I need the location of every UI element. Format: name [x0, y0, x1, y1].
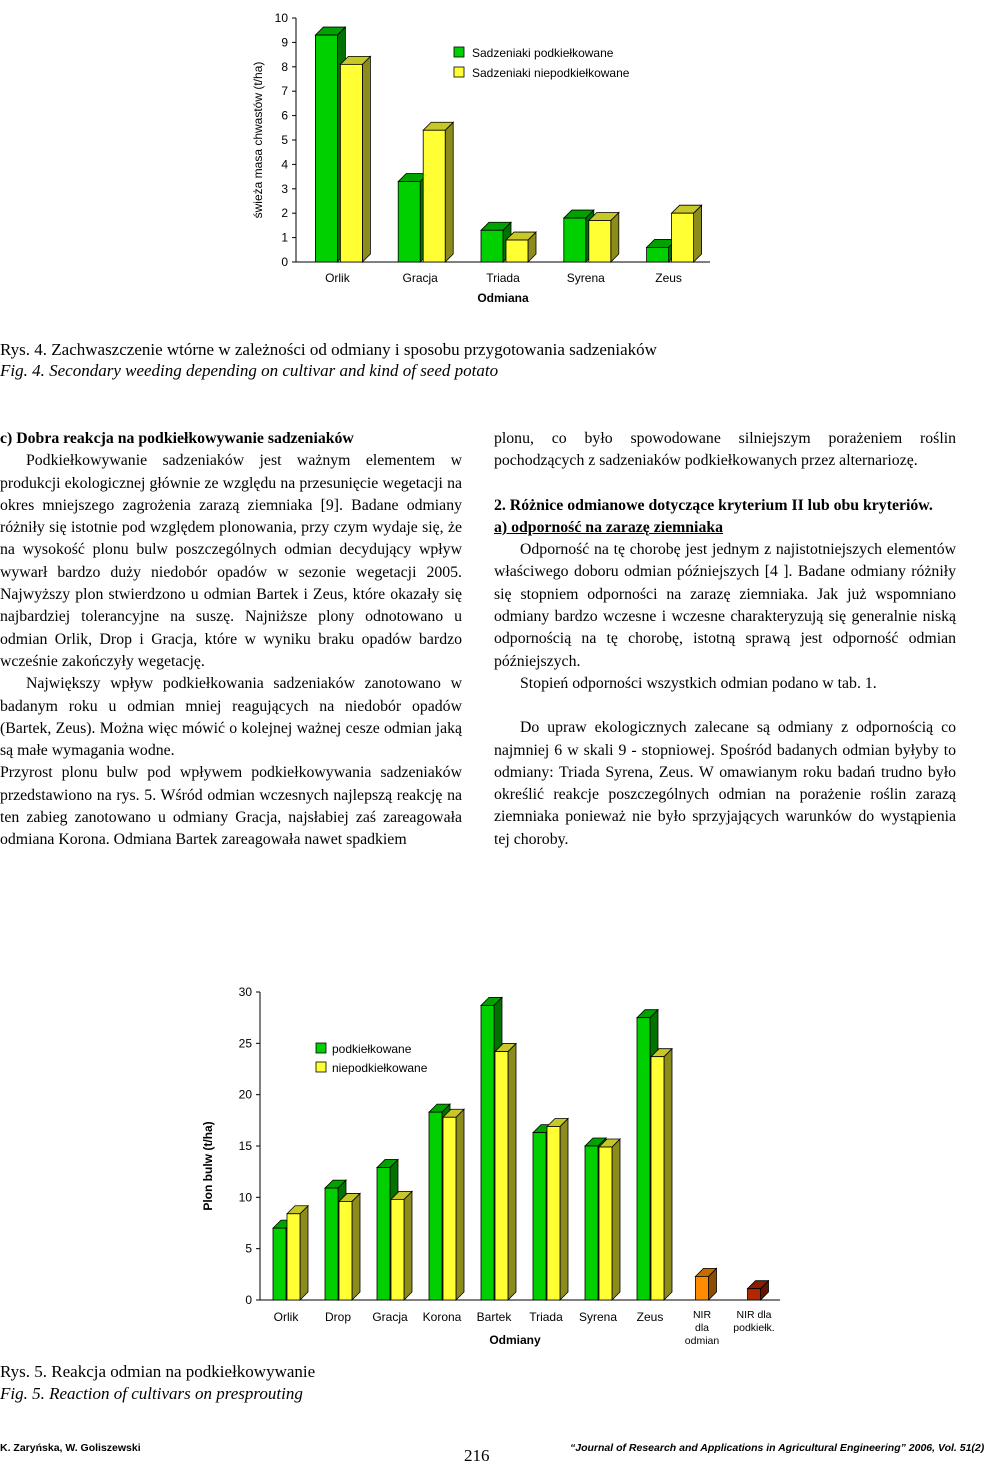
- bar: [672, 205, 702, 262]
- y-tick-label: 3: [281, 181, 288, 196]
- x-category-label: Drop: [324, 1310, 352, 1324]
- bar: [589, 213, 619, 262]
- legend-swatch: [316, 1043, 326, 1053]
- tuber-yield-bar-chart: [190, 980, 790, 1360]
- y-tick-label: 6: [281, 108, 288, 123]
- x-axis-title: Odmiana: [477, 291, 529, 305]
- lsd-bar: [696, 1268, 717, 1300]
- y-tick-label: 8: [281, 59, 288, 74]
- y-tick-label: 25: [238, 1036, 252, 1051]
- page-number: 216: [464, 1446, 490, 1465]
- legend-label: Sadzeniaki podkiełkowane: [472, 46, 614, 60]
- left-paragraph-2: Największy wpływ podkiełkowania sadzeniaków zanotowano w badanym roku u odmian mniej reagujących na niedobór opadów (Bartek, Zeus). Można więc mówić o kolejnej ważnej cesze odmian jaką są małe wymagania wodne.: [0, 675, 462, 760]
- y-tick-label: 30: [238, 985, 252, 999]
- bar: [443, 1109, 464, 1300]
- x-category-label: Orlik: [325, 271, 350, 285]
- x-category-label: Zeus: [655, 271, 682, 285]
- x-category-label: odmian: [684, 1335, 720, 1347]
- y-tick-label: 0: [245, 1293, 252, 1307]
- y-tick-label: 9: [281, 35, 288, 50]
- legend-label: Sadzeniaki niepodkiełkowane: [472, 66, 630, 80]
- x-category-label: Zeus: [636, 1310, 664, 1324]
- legend-swatch: [454, 67, 464, 77]
- y-tick-label: 15: [238, 1139, 252, 1153]
- x-category-label: NIR: [692, 1309, 712, 1321]
- bar: [599, 1139, 620, 1300]
- bar: [391, 1191, 412, 1300]
- x-category-label: Triada: [486, 271, 520, 285]
- right-text-column: [494, 428, 956, 851]
- x-category-label: Gracja: [402, 271, 438, 285]
- footer-authors: K. Zaryńska, W. Goliszewski: [0, 1442, 141, 1454]
- x-category-label: NIR dla: [736, 1309, 772, 1321]
- left-text-column: [0, 428, 462, 852]
- legend-swatch: [316, 1062, 326, 1072]
- x-category-label: dla: [694, 1322, 710, 1334]
- right-paragraph-3: Stopień odporności wszystkich odmian podano w tab. 1.: [520, 674, 877, 692]
- left-paragraph-1: Podkiełkowywanie sadzeniaków jest ważnym elementem w produkcji ekologicznej głównie ze względu na przesunięcie wegetacji na okres mniejszego zagrożenia zarazą ziemniaka [9]. Badane odmiany różniły się istotnie pod względem plonowania, przy czym wydaje się, że na wysokość plonu bulw poszczególnych odmian decydujący wpływ wywarł bardzo duży niedobór opadów w sezonie wegetacji 2005. Najwyższy plon stwierdzono u odmian Bartek i Zeus, które okazały się najbardziej tolerancyjne na suszę. Najniższe plony odnotowano u odmian Orlik, Drop i Gracja, które w wyniku braku opadów bardzo wcześnie zakończyły wegetację.: [0, 452, 462, 670]
- y-tick-label: 2: [281, 206, 288, 221]
- fig4-caption-en: Fig. 4. Secondary weeding depending on cultivar and kind of seed potato: [0, 361, 499, 380]
- left-paragraph-3: Przyrost plonu bulw pod wpływem podkiełkowywania sadzeniaków przedstawiono na rys. 5. Wśród odmian wczesnych najlepszą reakcję na ten zabieg zanotowano u odmiany Gracja, najsłabiej zaś zareagowała odmiana Korona. Odmiana Bartek zareagowała nawet spadkiem: [0, 764, 462, 849]
- legend-label: podkiełkowane: [332, 1042, 412, 1056]
- bar: [651, 1049, 672, 1300]
- bar: [495, 1044, 516, 1300]
- y-tick-label: 20: [238, 1087, 252, 1102]
- y-tick-label: 4: [281, 157, 288, 172]
- section-heading-c: c) Dobra reakcja na podkiełkowywanie sadzeniaków: [0, 430, 354, 447]
- y-tick-label: 5: [245, 1241, 252, 1256]
- subsection-heading-a: a) odporność na zarazę ziemniaka: [494, 518, 724, 536]
- footer-volume: 2006, Vol. 51(2): [908, 1442, 984, 1454]
- legend-swatch: [454, 47, 464, 57]
- legend-label: niepodkiełkowane: [332, 1061, 428, 1075]
- weed-mass-bar-chart: [230, 0, 750, 310]
- y-axis-title: Plon bulw (t/ha): [201, 1121, 215, 1211]
- x-category-label: Syrena: [566, 271, 605, 285]
- bar: [506, 232, 536, 262]
- section-heading-2: 2. Różnice odmianowe dotyczące kryterium II lub obu kryteriów.: [494, 496, 933, 514]
- x-category-label: Syrena: [578, 1310, 618, 1324]
- x-category-label: podkiełk.: [733, 1322, 775, 1334]
- x-category-label: Bartek: [476, 1310, 512, 1324]
- y-tick-label: 10: [274, 11, 288, 25]
- right-paragraph-4: Do upraw ekologicznych zalecane są odmiany z odpornością co najmniej 6 w skali 9 - stopniowej. Spośród badanych odmian byłyby to odmiany: Triada Syrena, Zeus. W omawianym roku badań trudno było określić reakcje poszczególnych odmian na porażenie roślin zarazą ziemniaka ponieważ nie było sprzyjających warunków do wystąpienia tej choroby.: [494, 719, 956, 848]
- x-category-label: Gracja: [372, 1310, 408, 1324]
- x-axis-title: Odmiany: [489, 1333, 541, 1347]
- fig5-caption-en: Fig. 5. Reaction of cultivars on presprouting: [0, 1384, 303, 1403]
- y-axis-title: świeża masa chwastów (t/ha): [251, 61, 265, 219]
- y-tick-label: 1: [281, 230, 288, 245]
- bar: [547, 1118, 568, 1300]
- y-tick-label: 10: [238, 1190, 252, 1205]
- fig4-caption-pl: Rys. 4. Zachwaszczenie wtórne w zależności od odmiany i sposobu przygotowania sadzeniaków: [0, 340, 657, 359]
- y-tick-label: 7: [281, 84, 288, 99]
- bar: [423, 122, 453, 262]
- x-category-label: Orlik: [273, 1310, 299, 1324]
- fig5-caption-pl: Rys. 5. Reakcja odmian na podkiełkowywanie: [0, 1362, 316, 1381]
- right-paragraph-1: plonu, co było spowodowane silniejszym porażeniem roślin pochodzących z sadzeniaków podkiełkowanych przez alternariozę.: [494, 430, 956, 470]
- x-category-label: Triada: [529, 1310, 563, 1324]
- footer-journal: “Journal of Research and Applications in Agricultural Engineering” 2006, Vol. 51(2): [570, 1442, 984, 1454]
- right-paragraph-2: Odporność na tę chorobę jest jednym z najistotniejszych elementów właściwego doboru odmian późniejszych [4 ]. Badane odmiany różniły się stopniem odporności na zarazę ziemniaka. Jak już wspomniano odmiany bardzo wczesne i wczesne charakteryzują się generalnie niską odpornością na tę chorobę, istotną sprawą jest odporność odmian późniejszych.: [494, 541, 956, 670]
- bar: [339, 1193, 360, 1300]
- bar: [340, 56, 370, 262]
- lsd-bar: [748, 1281, 769, 1300]
- y-tick-label: 0: [281, 255, 288, 269]
- y-tick-label: 5: [281, 133, 288, 147]
- x-category-label: Korona: [422, 1310, 462, 1324]
- bar: [287, 1206, 308, 1300]
